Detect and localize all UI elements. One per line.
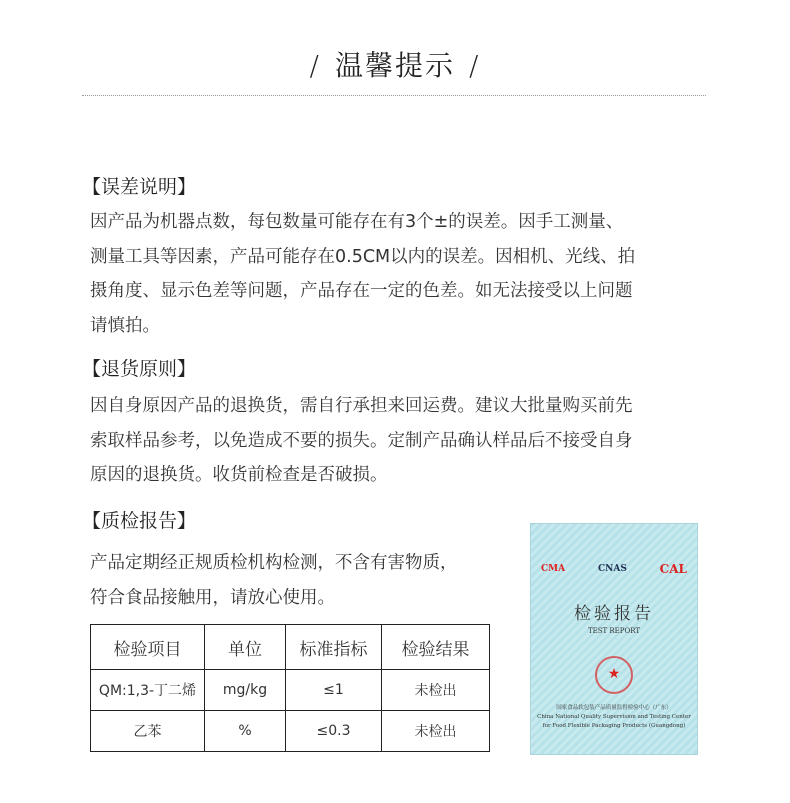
org-cn: 国家食品软包装产品质量监督检验中心（广东） xyxy=(556,705,672,711)
table-cell: % xyxy=(205,711,286,752)
table-header-row xyxy=(91,625,490,670)
report-organization xyxy=(535,704,693,731)
report-title-cn: 检验报告 xyxy=(574,604,654,624)
table-cell: 乙苯 xyxy=(91,711,205,752)
section-text-return xyxy=(90,389,710,493)
page-title xyxy=(0,44,790,84)
text-line: 索取样品参考，以免造成不要的损失。定制产品确认样品后不接受自身 xyxy=(90,430,633,451)
section-text-error xyxy=(90,205,710,343)
table-header: 检验项目 xyxy=(91,625,205,670)
title-slash: / xyxy=(309,49,321,82)
text-line: 产品定期经正规质检机构检测，不含有害物质， xyxy=(90,553,458,573)
table-header: 检验结果 xyxy=(382,625,490,670)
inspection-table xyxy=(90,624,490,752)
table-cell: mg/kg xyxy=(205,670,286,711)
title-text: 温馨提示 xyxy=(334,49,455,82)
report-title-en: TEST REPORT xyxy=(587,627,641,635)
cma-logo: CMA xyxy=(541,564,566,574)
text-line: 因自身原因产品的退换货，需自行承担来回运费。建议大批量购买前先 xyxy=(90,396,633,416)
dotted-divider xyxy=(82,95,706,96)
section-heading-return: 【退货原则】 xyxy=(82,358,197,380)
text-line: 测量工具等因素，产品可能存在0.5CM以内的误差。因相机、光线、拍 xyxy=(90,246,636,267)
text-line: 请慎拍。 xyxy=(90,315,160,336)
table-row xyxy=(91,670,490,711)
red-seal-icon: ★ xyxy=(595,656,633,694)
test-report-image xyxy=(530,523,698,755)
table-header: 单位 xyxy=(205,625,286,670)
table-cell: QM:1,3-丁二烯 xyxy=(91,670,205,711)
text-line: 摄角度、显示色差等问题，产品存在一定的色差。如无法接受以上问题 xyxy=(90,281,633,301)
table-header: 标准指标 xyxy=(286,625,382,670)
table-cell: ≤0.3 xyxy=(286,711,382,752)
cnas-logo: CNAS xyxy=(597,564,627,574)
certification-logos xyxy=(541,562,687,576)
section-heading-inspection: 【质检报告】 xyxy=(82,510,197,532)
text-line: 因产品为机器点数，每包数量可能存在有3个±的误差。因手工测量、 xyxy=(90,212,624,232)
text-line: 原因的退换货。收货前检查是否破损。 xyxy=(90,465,388,485)
org-en: China National Quality Supervision and Testing Center for Food Flexible Packaging Products (Guangdong) xyxy=(537,714,691,729)
cal-logo: CAL xyxy=(659,562,687,576)
table-cell: 未检出 xyxy=(382,711,490,752)
table-cell: ≤1 xyxy=(286,670,382,711)
title-slash: / xyxy=(469,49,481,82)
table-cell: 未检出 xyxy=(382,670,490,711)
text-line: 符合食品接触用，请放心使用。 xyxy=(90,587,335,608)
table-row xyxy=(91,711,490,752)
section-heading-error: 【误差说明】 xyxy=(82,176,197,198)
